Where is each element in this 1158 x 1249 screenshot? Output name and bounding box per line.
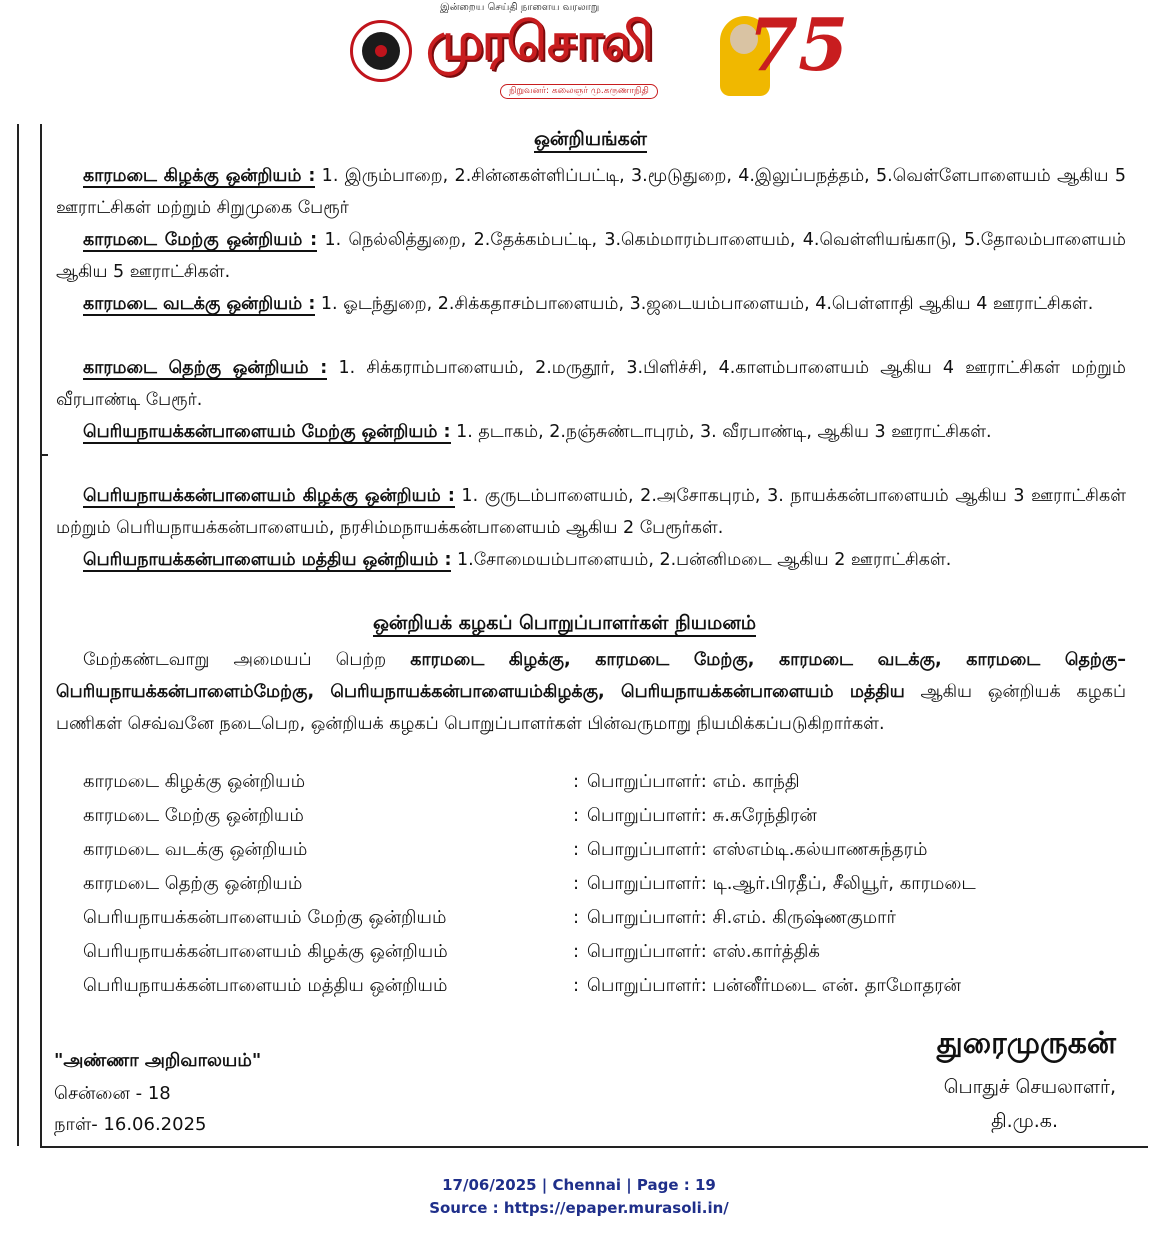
appointment-colon: : bbox=[573, 805, 580, 826]
appointment-union: பெரியநாயக்கன்பாளையம் மத்திய ஒன்றியம் bbox=[83, 975, 448, 996]
union-villages: 1. ஓடந்துறை, 2.சிக்கதாசம்பாளையம், 3.ஜடையம்பாளையம், 4.பெள்ளாதி ஆகிய 4 ஊராட்சிகள். bbox=[315, 294, 1094, 314]
masthead bbox=[340, 0, 849, 108]
appointment-person: பொறுப்பாளர்: சு.சுரேந்திரன் bbox=[587, 805, 817, 826]
anniversary-badge bbox=[720, 2, 849, 102]
section-title-unions: ஒன்றியங்கள் bbox=[534, 128, 647, 153]
appointment-union: காரமடை தெற்கு ஒன்றியம் bbox=[83, 873, 303, 894]
signatory-name: துரைமுருகன் bbox=[936, 1026, 1116, 1061]
appointment-person: பொறுப்பாளர்: பன்னீர்மடை என். தாமோதரன் bbox=[587, 975, 961, 996]
union-item bbox=[56, 160, 1126, 224]
union-villages: 1. சிக்கராம்பாளையம், 2.மருதூர், 3.பிளிச்சி, 4.காளம்பாளையம் ஆகிய 4 ஊராட்சிகள் மற்றும் வீரபாண்டி பேரூர். bbox=[56, 358, 1126, 410]
union-item bbox=[56, 352, 1126, 416]
union-name: காரமடை தெற்கு ஒன்றியம் : bbox=[83, 358, 328, 378]
union-name: காரமடை வடக்கு ஒன்றியம் : bbox=[83, 294, 316, 314]
appointment-union: காரமடை கிழக்கு ஒன்றியம் bbox=[83, 771, 306, 792]
union-item bbox=[56, 416, 1126, 448]
signoff-city: சென்னை - 18 bbox=[54, 1083, 171, 1104]
footer-source-link[interactable]: Source : https://epaper.murasoli.in/ bbox=[429, 1199, 729, 1217]
appointment-person: பொறுப்பாளர்: எஸ்எம்டி.கல்யாணசுந்தரம் bbox=[587, 839, 928, 860]
union-name: பெரியநாயக்கன்பாளையம் மத்திய ஒன்றியம் : bbox=[83, 550, 452, 570]
signoff-date: நாள்- 16.06.2025 bbox=[54, 1114, 207, 1135]
section-title-appointments: ஒன்றியக் கழகப் பொறுப்பாளர்கள் நியமனம் bbox=[373, 612, 756, 637]
union-villages: 1. குருடம்பாளையம், 2.அசோகபுரம், 3. நாயக்கன்பாளையம் ஆகிய 3 ஊராட்சிகள் மற்றும் பெரியநாயக்கன்பாளையம், நரசிம்மநாயக்கன்பாளையம் ஆகிய 2 பேரூர்கள். bbox=[56, 486, 1126, 538]
union-name: பெரியநாயக்கன்பாளையம் மேற்கு ஒன்றியம் : bbox=[83, 422, 451, 442]
union-item bbox=[56, 224, 1126, 288]
appointment-row bbox=[83, 839, 1133, 869]
signoff-place: "அண்ணா அறிவாலயம்" bbox=[54, 1050, 262, 1071]
appointment-person: பொறுப்பாளர்: எம். காந்தி bbox=[587, 771, 800, 792]
appointment-row bbox=[83, 805, 1133, 835]
appointment-row bbox=[83, 907, 1133, 937]
appointment-person: பொறுப்பாளர்: எஸ்.கார்த்திக் bbox=[587, 941, 820, 962]
signatory-role: பொதுச் செயலாளர், bbox=[943, 1076, 1116, 1098]
appointment-row bbox=[83, 975, 1133, 1005]
anniversary-number: 75 bbox=[748, 2, 849, 87]
union-item bbox=[56, 288, 1126, 320]
appointment-colon: : bbox=[573, 907, 580, 928]
union-villages: 1.சோமையம்பாளையம், 2.பன்னிமடை ஆகிய 2 ஊராட்சிகள். bbox=[451, 550, 952, 570]
appointment-person: பொறுப்பாளர்: சி.எம். கிருஷ்ணகுமார் bbox=[587, 907, 896, 928]
appointment-colon: : bbox=[573, 771, 580, 792]
appointment-person: பொறுப்பாளர்: டி.ஆர்.பிரதீப், சீலியூர், காரமடை bbox=[587, 873, 976, 894]
appointment-union: காரமடை வடக்கு ஒன்றியம் bbox=[83, 839, 308, 860]
appointment-union: காரமடை மேற்கு ஒன்றியம் bbox=[83, 805, 304, 826]
newspaper-logo: முரசொலி bbox=[426, 12, 652, 72]
footer-edition: 17/06/2025 | Chennai | Page : 19 bbox=[442, 1176, 716, 1194]
union-name: காரமடை கிழக்கு ஒன்றியம் : bbox=[83, 166, 316, 186]
union-villages: 1. தடாகம், 2.நஞ்சுண்டாபுரம், 3. வீரபாண்டி, ஆகிய 3 ஊராட்சிகள். bbox=[450, 422, 992, 442]
union-name: காரமடை மேற்கு ஒன்றியம் : bbox=[83, 230, 318, 250]
appointment-row bbox=[83, 941, 1133, 971]
union-item bbox=[56, 480, 1126, 544]
union-villages: 1. இரும்பாறை, 2.சின்னகள்ளிப்பட்டி, 3.மூடுதுறை, 4.இலுப்பநத்தம், 5.வெள்ளேபாளையம் ஆகிய 5 ஊராட்சிகள் மற்றும் சிறுமுகை பேரூர் bbox=[56, 166, 1126, 218]
appointment-intro: மேற்கண்டவாறு அமையப் பெற்ற காரமடை கிழக்கு, காரமடை மேற்கு, காரமடை வடக்கு, காரமடை தெற்கு– பெரியநாயக்கன்பாளைம்மேற்கு, பெரியநாயக்கன்பாளையம்கிழக்கு, பெரியநாயக்கன்பாளையம் மத்திய ஆகிய ஒன்றியக் கழகப் பணிகள் செவ்வனே நடைபெற, ஒன்றியக் கழகப் பொறுப்பாளர்கள் பின்வருமாறு நியமிக்கப்படுகிறார்கள். bbox=[56, 650, 1126, 734]
union-item bbox=[56, 544, 1126, 576]
party-emblem-icon bbox=[350, 20, 412, 82]
column-divider bbox=[17, 124, 19, 1146]
masthead-tagline: இன்றைய செய்தி நாளைய வரலாறு bbox=[440, 2, 600, 13]
appointment-colon: : bbox=[573, 873, 580, 894]
appointment-union: பெரியநாயக்கன்பாளையம் மேற்கு ஒன்றியம் bbox=[83, 907, 447, 928]
logo-subtitle: நிறுவனர்: கலைஞர் மு.கருணாநிதி bbox=[500, 84, 658, 99]
appointment-colon: : bbox=[573, 941, 580, 962]
signatory-party: தி.மு.க. bbox=[991, 1110, 1058, 1132]
appointment-colon: : bbox=[573, 975, 580, 996]
union-name: பெரியநாயக்கன்பாளையம் கிழக்கு ஒன்றியம் : bbox=[83, 486, 455, 506]
union-villages: 1. நெல்லித்துறை, 2.தேக்கம்பட்டி, 3.கெம்மாரம்பாளையம், 4.வெள்ளியங்காடு, 5.தோலம்பாளையம் ஆகிய 5 ஊராட்சிகள். bbox=[56, 230, 1126, 282]
appointment-row bbox=[83, 873, 1133, 903]
appointment-colon: : bbox=[573, 839, 580, 860]
appointment-union: பெரியநாயக்கன்பாளையம் கிழக்கு ஒன்றியம் bbox=[83, 941, 448, 962]
appointment-row bbox=[83, 771, 1133, 801]
